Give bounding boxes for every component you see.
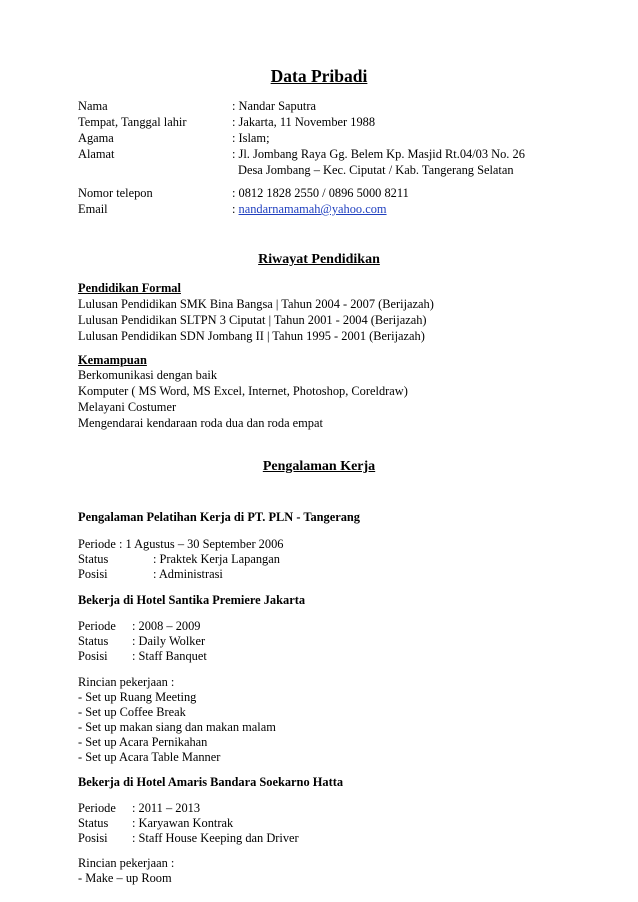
- job-position-label: Posisi: [78, 649, 108, 663]
- job-task-item: - Set up Acara Table Manner: [78, 750, 221, 764]
- job-position-value: : Administrasi: [153, 567, 223, 581]
- job-task-item: - Set up Coffee Break: [78, 705, 186, 719]
- job-task-item: - Set up Ruang Meeting: [78, 690, 197, 704]
- job-task-item: - Make – up Room: [78, 871, 172, 885]
- job-status-value: : Karyawan Kontrak: [132, 816, 234, 830]
- job-period: Periode : 1 Agustus – 30 September 2006: [78, 537, 284, 551]
- address-continuation: Desa Jombang – Kec. Ciputat / Kab. Tangerang Selatan: [238, 163, 514, 177]
- job-tasks-heading: Rincian pekerjaan :: [78, 675, 175, 689]
- email-link[interactable]: nandarnamamah@yahoo.com: [238, 202, 387, 216]
- job-task-item: - Set up makan siang dan makan malam: [78, 720, 276, 734]
- religion-value: : Islam;: [232, 131, 270, 145]
- work-experience-title: Pengalaman Kerja: [262, 459, 376, 474]
- job-position-label: Posisi: [78, 831, 108, 845]
- email-prefix: :: [232, 202, 239, 216]
- job-status-value: : Daily Wolker: [132, 634, 206, 648]
- birth-label: Tempat, Tanggal lahir: [78, 115, 187, 129]
- job-title: Pengalaman Pelatihan Kerja di PT. PLN - Tangerang: [78, 510, 361, 524]
- job-period-value: : 2011 – 2013: [132, 801, 201, 815]
- job-status-label: Status: [78, 552, 109, 566]
- skill-item: Berkomunikasi dengan baik: [78, 368, 218, 382]
- email-label: Email: [78, 202, 108, 216]
- address-value: : Jl. Jombang Raya Gg. Belem Kp. Masjid Rt.04/03 No. 26: [232, 147, 525, 161]
- job-position-label: Posisi: [78, 567, 108, 581]
- job-position-value: : Staff House Keeping dan Driver: [132, 831, 299, 845]
- job-period-value: : 2008 – 2009: [132, 619, 201, 633]
- phone-value: : 0812 1828 2550 / 0896 5000 8211: [232, 186, 409, 200]
- job-status-label: Status: [78, 816, 109, 830]
- skills-heading: Kemampuan: [78, 353, 147, 367]
- personal-data-title: Data Pribadi: [270, 66, 368, 86]
- email-row: [232, 202, 387, 217]
- job-status-value: : Praktek Kerja Lapangan: [153, 552, 280, 566]
- skill-item: Melayani Costumer: [78, 400, 177, 414]
- name-label: Nama: [78, 99, 108, 113]
- job-title: Bekerja di Hotel Santika Premiere Jakarta: [78, 593, 306, 607]
- job-period-label: Periode: [78, 619, 116, 633]
- formal-education-heading: Pendidikan Formal: [78, 281, 181, 295]
- education-title: Riwayat Pendidikan: [258, 252, 380, 267]
- skill-item: Komputer ( MS Word, MS Excel, Internet, Photoshop, Coreldraw): [78, 384, 408, 398]
- skill-item: Mengendarai kendaraan roda dua dan roda empat: [78, 416, 323, 430]
- job-title: Bekerja di Hotel Amaris Bandara Soekarno Hatta: [78, 775, 344, 789]
- job-period-label: Periode: [78, 801, 116, 815]
- name-value: : Nandar Saputra: [232, 99, 316, 113]
- job-tasks-heading: Rincian pekerjaan :: [78, 856, 175, 870]
- phone-label: Nomor telepon: [78, 186, 153, 200]
- formal-education-item: Lulusan Pendidikan SDN Jombang II | Tahun 1995 - 2001 (Berijazah): [78, 329, 425, 343]
- job-task-item: - Set up Acara Pernikahan: [78, 735, 208, 749]
- address-label: Alamat: [78, 147, 115, 161]
- formal-education-item: Lulusan Pendidikan SMK Bina Bangsa | Tahun 2004 - 2007 (Berijazah): [78, 297, 434, 311]
- formal-education-item: Lulusan Pendidikan SLTPN 3 Ciputat | Tahun 2001 - 2004 (Berijazah): [78, 313, 427, 327]
- birth-value: : Jakarta, 11 November 1988: [232, 115, 376, 129]
- job-status-label: Status: [78, 634, 109, 648]
- religion-label: Agama: [78, 131, 114, 145]
- job-position-value: : Staff Banquet: [132, 649, 207, 663]
